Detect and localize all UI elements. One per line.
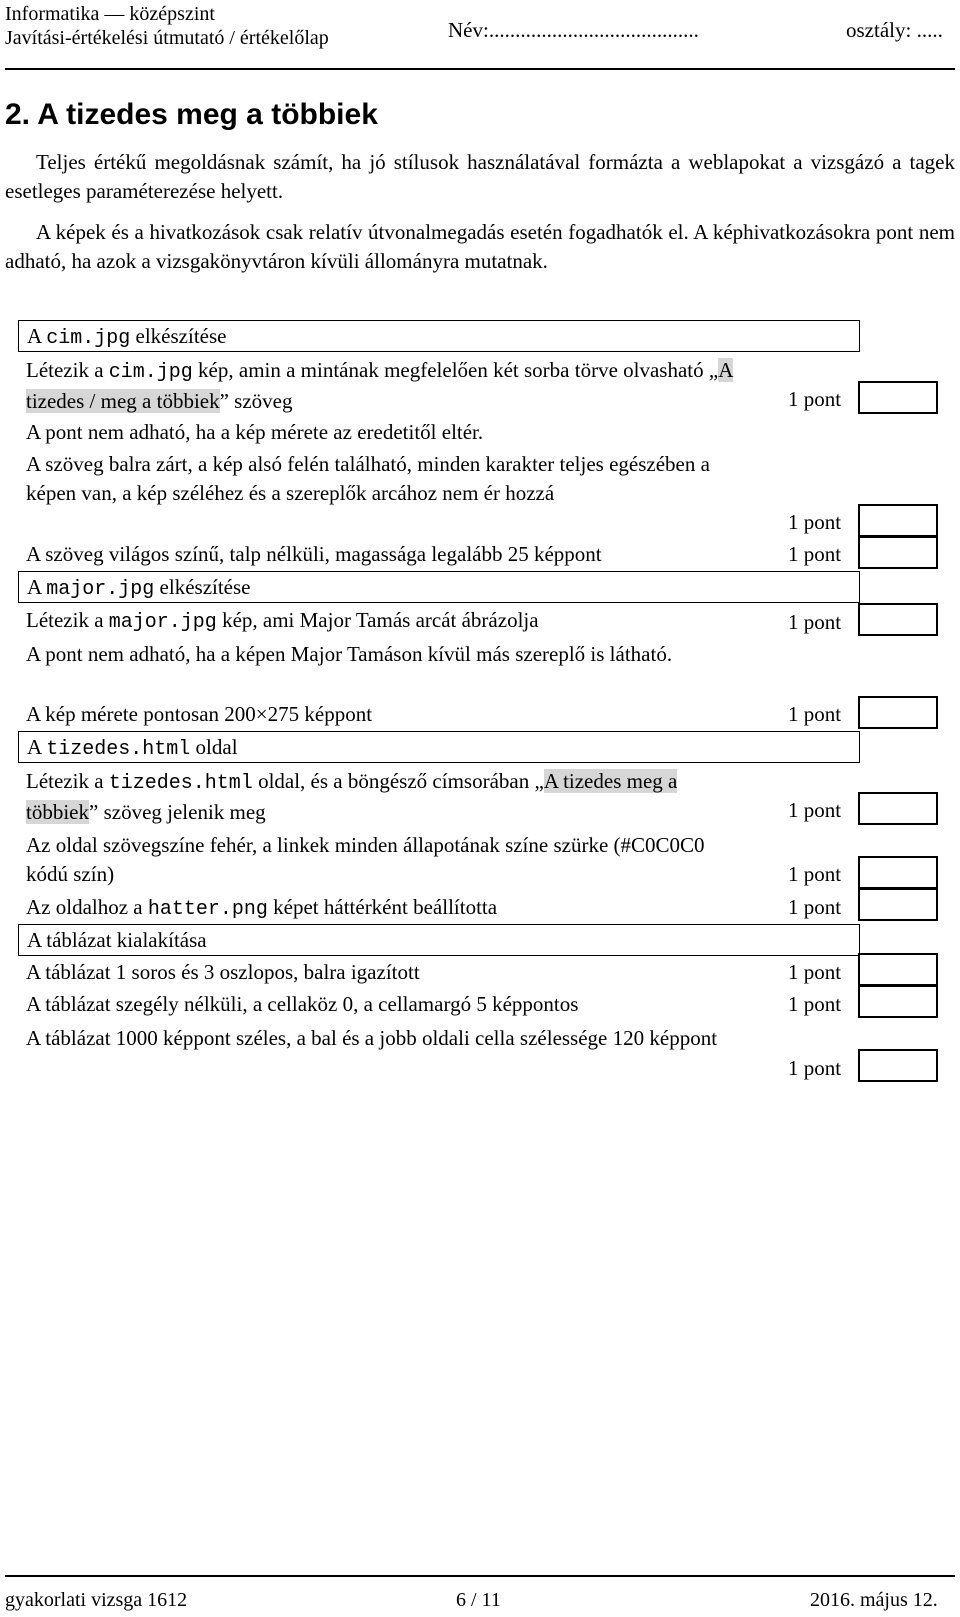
filename-tizedes: tizedes.html [46, 738, 191, 761]
score-box[interactable] [858, 953, 938, 986]
footer-exam: gyakorlati vizsga 1612 [5, 1589, 188, 1611]
point-label: 1 pont [788, 610, 842, 634]
footer-date: 2016. május 12. [810, 1589, 938, 1611]
criterion-8: Az oldalhoz a hatter.png képet háttérként beállította [26, 895, 498, 921]
intro-paragraph-2: A képek és a hivatkozások csak relatív útvonalmegadás esetén fogadhatók el. A képhivatkozásokra pont nem adható, ha azok a vizsgakönyvtáron kívüli állományra mutatnak. [5, 220, 955, 273]
criterion-6: Létezik a tizedes.html oldal, és a böngésző címsorában „A tizedes meg a többiek” szöveg jelenik meg [26, 769, 678, 824]
criterion-9: A táblázat 1 soros és 3 oszlopos, balra igazított [26, 960, 420, 984]
score-box[interactable] [858, 696, 938, 729]
point-label: 1 pont [788, 1056, 842, 1080]
point-label: 1 pont [788, 960, 842, 984]
criterion-1-note: A pont nem adható, ha a kép mérete az eredetitől eltér. [26, 420, 484, 444]
section-major: A major.jpg elkészítése [18, 571, 860, 603]
header-class-field: osztály: ..... [846, 18, 943, 42]
section-tizedes: A tizedes.html oldal [18, 731, 860, 763]
score-box[interactable] [858, 381, 938, 414]
point-label: 1 pont [788, 798, 842, 822]
task-title: 2. A tizedes meg a többiek [5, 98, 378, 131]
score-box[interactable] [858, 856, 938, 889]
point-label: 1 pont [788, 992, 842, 1016]
footer-rule [5, 1575, 955, 1577]
criterion-3: A szöveg világos színű, talp nélküli, magassága legalább 25 képpont [26, 542, 602, 566]
filename-major: major.jpg [46, 578, 155, 601]
score-box[interactable] [858, 985, 938, 1018]
point-label: 1 pont [788, 702, 842, 726]
score-box[interactable] [858, 504, 938, 537]
score-box[interactable] [858, 888, 938, 921]
footer-page: 6 / 11 [456, 1589, 501, 1611]
header-rule [5, 68, 955, 70]
criterion-11: A táblázat 1000 képpont széles, a bal és a jobb oldali cella szélessége 120 képpont [26, 1026, 718, 1050]
score-box[interactable] [858, 792, 938, 825]
filename-cim: cim.jpg [46, 327, 131, 350]
score-box[interactable] [858, 1049, 938, 1082]
header-subject: Informatika — középszint [5, 3, 215, 25]
point-label: 1 pont [788, 895, 842, 919]
point-label: 1 pont [788, 542, 842, 566]
criterion-4: Létezik a major.jpg kép, ami Major Tamás arcát ábrázolja [26, 608, 539, 634]
point-label: 1 pont [788, 510, 842, 534]
criterion-5: A kép mérete pontosan 200×275 képpont [26, 702, 373, 726]
score-box[interactable] [858, 536, 938, 569]
header-doc-type: Javítási-értékelési útmutató / értékelőlap [5, 27, 329, 49]
point-label: 1 pont [788, 387, 842, 411]
criterion-4-note: A pont nem adható, ha a képen Major Tamáson kívül más szereplő is látható. [26, 642, 673, 666]
section-cim: A cim.jpg elkészítése [18, 320, 860, 352]
section-tablazat: A táblázat kialakítása [18, 924, 860, 956]
highlight-text: A tizedes meg a többiek [26, 769, 678, 824]
point-label: 1 pont [788, 862, 842, 886]
criterion-10: A táblázat szegély nélküli, a cellaköz 0, a cellamargó 5 képpontos [26, 992, 579, 1016]
header-name-field: Név:........................................ [448, 18, 699, 42]
criterion-1: Létezik a cim.jpg kép, amin a mintának megfelelően két sorba törve olvasható „A tizedes / meg a többiek” szöveg [26, 358, 734, 413]
score-box[interactable] [858, 603, 938, 636]
intro-paragraph-1: Teljes értékű megoldásnak számít, ha jó stílusok használatával formázta a weblapokat a vizsgázó a tagek esetleges paraméterezése helyett. [5, 150, 955, 203]
highlight-text: A tizedes / meg a többiek [26, 358, 734, 413]
criterion-7: Az oldal szövegszíne fehér, a linkek minden állapotának színe szürke (#C0C0C0 kódú szín) [26, 833, 705, 886]
criterion-2: A szöveg balra zárt, a kép alsó felén található, minden karakter teljes egészében a képen van, a kép széléhez és a szereplők arcához nem ér hozzá [26, 452, 710, 505]
